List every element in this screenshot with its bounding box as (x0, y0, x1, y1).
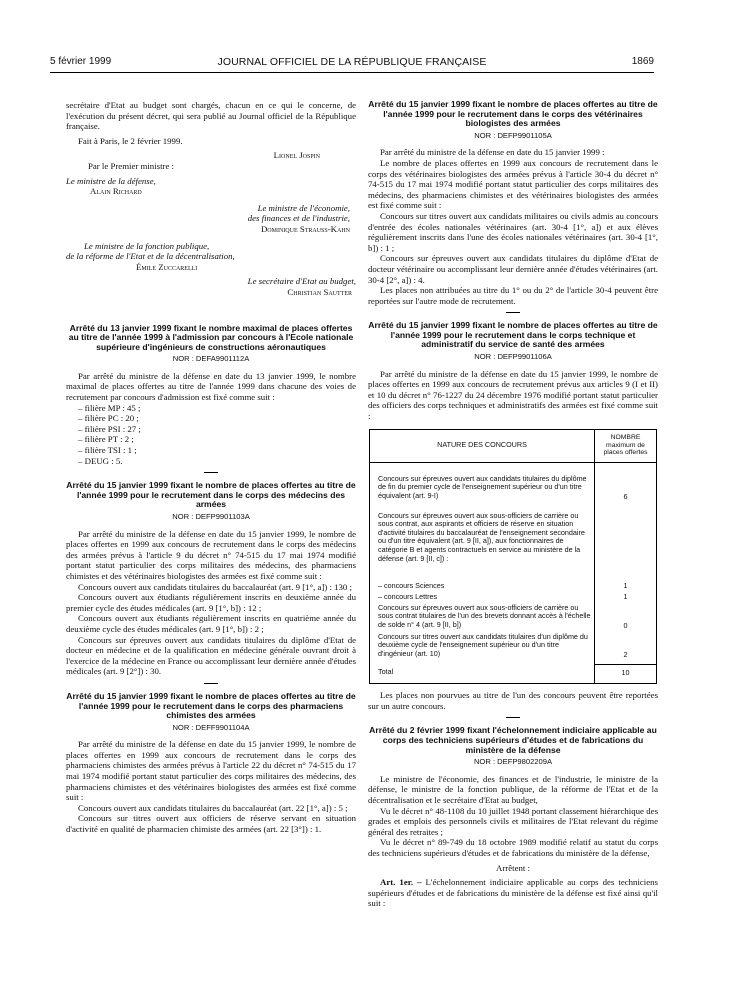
nor-reference: NOR : DEFF9901104A (172, 722, 250, 732)
table-row-label: Concours sur épreuves ouvert aux sous-officiers de carrière ou sous contrat, aux aspirants et officiers de réserve en situation d'activité titulaires du baccalauréat de l'enseignement secondaire ou d'un titre équivalent (art. 9 [II, a]), aux fonctionnaires de catégorie B et agents contractuels en service au ministère de la défense (art. 9 [II, c]) : (378, 510, 585, 563)
signature-civil-service-role-2: de la réforme de l'Etat et de la décentralisation, (66, 251, 235, 262)
table-cell-value: 1 (623, 591, 628, 601)
paragraph: Vu le décret n° 89-749 du 18 octobre 1989 modifié relatif au statut du corps des techniciens supérieurs d'études et de fabrications du ministère de la défense, (368, 837, 658, 858)
left-column (66, 100, 356, 835)
header-rule (50, 72, 654, 73)
signature-economy-name: Dominique Strauss-Kahn (260, 223, 350, 234)
table-row-label: – concours Sciences (378, 580, 445, 590)
section-separator (204, 472, 218, 473)
section-separator (204, 683, 218, 684)
nor-reference: NOR : DEFP9901106A (474, 352, 552, 362)
paragraph: Concours ouvert aux étudiants régulièrement inscrits en deuxième année du premier cycle des études médicales (art. 9 [1°, b]) : 12 ; (66, 592, 356, 613)
article-title-medecins: Arrêté du 15 janvier 1999 fixant le nombre de places offertes au titre de l'année 1999 pour le recrutement dans le corps des médecins des armées (66, 480, 356, 510)
paragraph: Concours sur épreuves ouvert aux candidats titulaires du diplôme d'Etat de docteur vétérinaire ou accomplissant leur dernière année d'études vétérinaires (art. 30-4 [2°, a]) : 4. (368, 253, 658, 285)
filiere-list (66, 403, 356, 467)
section-separator (506, 717, 520, 718)
paragraph: Le ministre de l'économie, des finances et de l'industrie, le ministre de la défense, le ministre de la fonction publique, de la réforme de l'Etat et de la décentralisation et le secrétaire d'Etat au budget, (368, 773, 658, 805)
article-1-label: Art. 1er. – (380, 877, 422, 888)
signature-economy-role-2: des finances et de l'industrie, (247, 213, 350, 224)
nor-reference: NOR : DEFP9901105A (474, 130, 552, 140)
par-le-premier-ministre: Par le Premier ministre : (88, 160, 174, 171)
right-column (368, 100, 658, 909)
paragraph: Vu le décret n° 48-1108 du 10 juillet 1948 portant classement hiérarchique des grades et emplois des personnels civils et militaires de l'Etat relevant du régime général des retraites ; (368, 805, 658, 837)
paragraph: Concours ouvert aux candidats titulaires du baccalauréat (art. 9 [1°, a]) : 130 ; (78, 581, 352, 592)
list-item: – filière TSI : 1 ; (78, 445, 137, 456)
paragraph: Concours ouvert aux étudiants régulièrement inscrits en quatrième année du deuxième cycle des études médicales (art. 9 [1°, b]) : 2 ; (66, 613, 356, 634)
table-cell-value: 2 (623, 649, 628, 659)
article-1 (368, 877, 658, 909)
section-separator (506, 312, 520, 313)
list-item: – filière MP : 45 ; (78, 402, 141, 413)
paragraph: Par arrêté du ministre de la défense en date du 15 janvier 1999, le nombre de places offertes en 1999 aux concours de recrutement dans le corps des médecins des armées prévus à l'article 9 du décret n° 74-515 du 17 mai 1974 modifié portant statut particulier des corps militaires des médecins, des pharmaciens chimistes et des vétérinaires biologistes des armées est fixé comme suit : (66, 528, 356, 581)
list-item: – DEUG : 5. (78, 455, 123, 466)
paragraph: Concours sur épreuves ouvert aux candidats titulaires du diplôme d'Etat de docteur en médecine et de la qualification en médecine générale ouvrant droit à l'exercice de la médecine en France ou accomplissant leur dernière année d'études médicales (art. 9 [2°]) : 30. (66, 634, 356, 677)
table-row-label: Concours sur épreuves ouvert aux candidats titulaires du diplôme de fin du premier cycle de l'enseignement supérieur ou d'un titre équivalent (art. 9-I) (378, 473, 587, 500)
list-item: – filière PSI : 27 ; (78, 423, 141, 434)
signature-civil-service-name: Émile Zuccarelli (136, 261, 198, 272)
table-row-label: Concours sur titres ouvert aux candidats titulaires d'un diplôme du deuxième cycle de l'enseignement supérieur ou d'un titre d'ingénieur (art. 10) (378, 631, 588, 658)
paragraph: Par arrêté du ministre de la défense en date du 15 janvier 1999, le nombre de places offertes en 1999 aux concours de recrutement prévus aux articles 9 (I et II) et 10 du décret n° 76-1227 du 24 décembre 1976 modifié portant statut particulier des officiers des corps techniques et administratifs des armées est fixé comme suit : (368, 368, 658, 422)
article-title-corps-technique: Arrêté du 15 janvier 1999 fixant le nombre de places offertes au titre de l'année 1999 pour le recrutement dans le corps technique et administratif du service de santé des armées (368, 320, 658, 350)
signature-defense-role: Le ministre de la défense, (66, 175, 156, 186)
paragraph: Concours ouvert aux candidats titulaires du baccalauréat (art. 22 [1°, a]) : 5 ; (78, 802, 348, 813)
table-body-row (370, 462, 657, 664)
arretent: Arrêtent : (496, 862, 530, 873)
signature-budget-name: Christian Sautter (287, 286, 352, 297)
header-journal-title: JOURNAL OFFICIEL DE LA RÉPUBLIQUE FRANÇAISE (217, 56, 487, 68)
paragraph: Les places non attribuées au titre du 1° ou du 2° de l'article 30-4 peuvent être reportées sur l'autre mode de recrutement. (368, 285, 658, 306)
nor-reference: NOR : DEFP9802209A (473, 757, 553, 767)
table-total-value: 10 (595, 664, 657, 684)
concours-table (369, 429, 657, 685)
table-cell-value: 1 (623, 580, 628, 590)
nor-reference: NOR : DEFP9901103A (172, 512, 250, 521)
table-row-label: – concours Lettres (378, 591, 438, 601)
header-date: 5 février 1999 (50, 56, 112, 67)
signature-defense-name: Alain Richard (90, 186, 142, 197)
paragraph: Les places non pourvues au titre de l'un des concours peuvent être reportées sur un autre concours. (368, 690, 658, 711)
article-title-aeronautics: Arrêté du 13 janvier 1999 fixant le nombre maximal de places offertes au titre de l'année 1999 à l'admission par concours à l'Ecole nationale supérieure d'ingénieurs de constructions aéronautiques (68, 322, 354, 352)
header-page-number: 1869 (631, 56, 654, 67)
list-item: – filière PC : 20 ; (78, 413, 139, 424)
table-header-row (370, 429, 657, 462)
fait-a-paris: Fait à Paris, le 2 février 1999. (78, 135, 183, 146)
article-title-pharmaciens: Arrêté du 15 janvier 1999 fixant le nombre de places offertes au titre de l'année 1999 pour le recrutement dans le corps des pharmaciens chimistes des armées (66, 690, 356, 721)
table-cell-value: 0 (623, 620, 628, 630)
table-total-label: Total (370, 664, 595, 684)
paragraph: Le nombre de places offertes en 1999 aux concours de recrutement dans le corps des vétérinaires biologistes des armées prévus à l'article 30-4 du décret n° 74-515 du 17 mai 1974 modifié portant statut particulier des corps militaires des médecins, des pharmaciens chimistes et des vétérinaires biologistes des armées est fixé comme suit : (368, 157, 658, 211)
table-cell-value: 6 (623, 491, 628, 501)
column-header-nature: NATURE DES CONCOURS (370, 429, 595, 462)
paragraph: Par arrêté du ministre de la défense en date du 15 janvier 1999 : (380, 147, 605, 158)
column-header-nombre: NOMBRE maximum de places offertes (595, 429, 657, 462)
decree-closing: secrétaire d'Etat au budget sont chargés, chacun en ce qui le concerne, de l'exécution du présent décret, qui sera publié au Journal officiel de la République française. (66, 100, 356, 132)
paragraph: Par arrêté du ministre de la défense en date du 15 janvier 1999, le nombre de places offertes en 1999 aux concours de recrutement dans le corps des pharmaciens chimistes des armées prévus à l'article 22 du décret n° 74-515 du 17 mai 1974 modifié portant statut particulier des corps militaires des médecins, des pharmaciens chimistes et des vétérinaires biologistes des armées est fixé comme suit : (66, 739, 356, 803)
paragraph: Concours sur titres ouvert aux candidats militaires ou civils admis au concours d'entrée des écoles nationales vétérinaires (art. 30-4 [1°, a]) et aux élèves régulièrement inscrits dans l'une des écoles nationales vétérinaires (art. 30-4 [1°, b]) : 1 ; (368, 210, 658, 253)
signature-budget-role: Le secrétaire d'Etat au budget, (247, 276, 356, 287)
signature-civil-service-role-1: Le ministre de la fonction publique, (84, 240, 210, 251)
article-1-text: L'échelonnement indiciaire applicable au corps des techniciens supérieurs d'études et de fabrications du ministère de la défense est fixé ainsi qu'il suit : (368, 877, 658, 909)
list-item: – filière PT : 2 ; (78, 434, 134, 445)
signature-economy-role-1: Le ministre de l'économie, (257, 202, 350, 213)
nor-reference: NOR : DEFA9901112A (172, 354, 250, 364)
table-row-label: Concours sur épreuves ouvert aux sous-officiers de carrière ou sous contrat titulaires de l'un des brevets donnant accès à l'échelle de solde n° 4 (art. 9 [II, b]) (378, 602, 591, 629)
paragraph: Par arrêté du ministre de la défense en date du 13 janvier 1999, le nombre maximal de places offertes au titre de l'année 1999 dans chacune des voies de recrutement par concours d'admission est fixé comme suit : (66, 370, 356, 403)
article-title-echelonnement: Arrêté du 2 février 1999 fixant l'échelonnement indiciaire applicable au corps des techniciens supérieurs d'études et de fabrications du ministère de la défense (369, 725, 657, 755)
signature-prime-minister: Lionel Jospin (273, 150, 320, 161)
paragraph: Concours sur titres ouvert aux officiers de réserve servant en situation d'activité en qualité de pharmacien chimiste des armées (art. 22 [3°]) : 1. (66, 813, 356, 835)
page-header (50, 56, 654, 70)
table-total-row (370, 664, 657, 684)
article-title-veterinaires: Arrêté du 15 janvier 1999 fixant le nombre de places offertes au titre de l'année 1999 pour le recrutement dans le corps des vétérinaires biologistes des armées (368, 99, 658, 129)
